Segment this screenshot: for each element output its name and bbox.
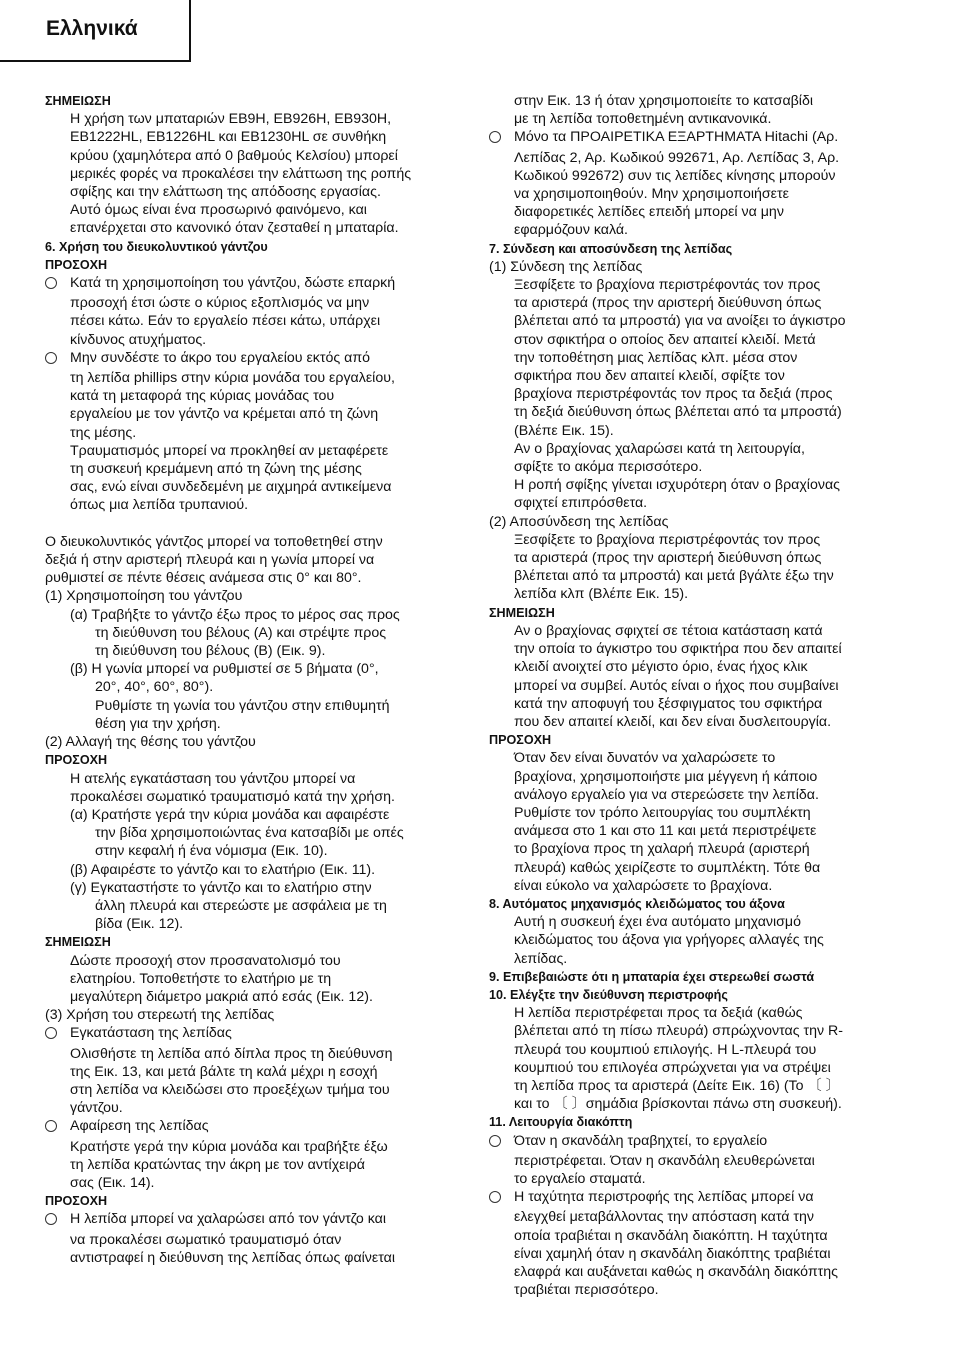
text-line: EB1222HL, EB1226HL και EB1230HL σε συνθήκη [70,129,387,146]
text-line: τα αριστερά (προς την αριστερή διεύθυνση όπως [514,295,822,312]
text-line: πλευρά) καθώς χειρίζεστε το συμπλέκτη. Τότε θα [514,859,821,876]
bullet-text: Όταν η σκανδάλη τραβηχτεί, το εργαλείο [514,1132,768,1149]
section-heading: 11. Λειτουργία διακόπτη [489,1115,633,1130]
text-line: τη δεξιά διεύθυνση όπως βλέπεται από τα μπροστά) [514,404,842,421]
text-line: οποία τραβιέται η σκανδάλη διακόπτη. Η ταχύτητα [514,1227,828,1244]
text-line: να χρησιμοποιηθούν. Μην χρησιμοποιήσετε [514,186,789,203]
bullet-circle-icon [45,1210,70,1230]
bullet-circle-icon [45,1117,70,1137]
text-line: κλειδί ανοιχτεί στο μέγιστο όριο, ένας ήχος κλικ [514,659,808,676]
text-line: Η χρήση των μπαταριών EB9H, EB926H, EB930H, [70,111,392,128]
section-heading: ΠΡΟΣΟΧΗ [45,257,108,272]
text-line: είναι χαμηλή όταν η σκανδάλη διακόπτης τραβιέται [514,1245,831,1262]
bullet-circle-icon [45,1024,70,1044]
text-line: λεπίδα κλπ (Βλέπε Εικ. 15). [514,586,689,603]
text-line: Ο διευκολυντικός γάντζος μπορεί να τοποθετηθεί στην [45,533,383,550]
text-line: αντιστραφεί η διεύθυνση της λεπίδας όπως φαίνεται [70,1249,395,1266]
text-line: βλέπεται από τη πίσω πλευρά) σπρώχνοντας την R- [514,1023,843,1040]
bullet-line [45,1117,465,1137]
text-line: τα αριστερά (προς την αριστερή διεύθυνση όπως [514,550,822,567]
text-line: το εργαλείο σταματά. [514,1170,646,1187]
text-line: (Βλέπε Εικ. 15). [514,422,614,439]
text-line: με τη λεπίδα τοποθετημένη αντικανονικά. [514,111,772,128]
bullet-line [489,1132,909,1152]
text-line: Αυτή η συσκευή έχει ένα αυτόματο μηχανισμό [514,914,801,931]
bullet-text: Μόνο τα ΠΡΟΑΙΡΕΤΙΚΑ ΕΞΑΡΤΗΜΑΤΑ Hitachi (Αρ. [514,129,839,146]
text-line: Όταν δεν είναι δυνατόν να χαλαρώσετε το [514,750,776,767]
bullet-line [489,128,909,148]
text-line: Η ροπή σφίξης γίνεται ισχυρότερη όταν ο βραχίονας [514,477,840,494]
text-line: τη λεπίδα phillips στην κύρια μονάδα του εργαλείου, [70,370,395,387]
text-line: (γ) Εγκαταστήστε το γάντζο και το ελατήριο στην [70,879,372,896]
text-line: λεπίδας. [514,950,568,967]
text-line: (α) Τραβήξτε το γάντζο έξω προς το μέρος σας προς [70,606,400,623]
text-line: την οποία το άγκιστρο του σφικτήρα που δεν απαιτεί [514,641,842,658]
text-line: (2) Αλλαγή της θέσης του γάντζου [45,734,256,751]
text-line: Δώστε προσοχή στον προσανατολισμό του [70,952,341,969]
text-line: σας, ενώ είναι συνδεδεμένη με αιχμηρά αντικείμενα [70,479,392,496]
section-heading: 6. Χρήση του διευκολυντικού γάντζου [45,239,268,254]
text-line: 20°, 40°, 60°, 80°). [95,679,214,696]
text-line: τραβιέται περισσότερο. [514,1282,659,1299]
text-line: Ρυθμίστε τη γωνία του γάντζου στην επιθυμητή [95,697,390,714]
text-line: ανάλογο εργαλείο για να στερεώσετε την λεπίδα. [514,786,819,803]
text-line: Αυτό όμως είναι ένα προσωρινό φαινόμενο, και [70,202,367,219]
text-line: (2) Αποσύνδεση της λεπίδας [489,513,669,530]
text-line: την τοποθέτηση μιας λεπίδας κλπ. μέσα στον [514,349,798,366]
text-line: προκαλέσει σωματικό τραυματισμό κατά την χρήση. [70,788,395,805]
bullet-circle-icon [489,1132,514,1152]
text-line: σφίξτε το ακόμα περισσότερο. [514,459,703,476]
text-line: θέση για την χρήση. [95,715,221,732]
text-line: εφαρμόζουν καλά. [514,222,628,239]
section-heading: ΠΡΟΣΟΧΗ [45,1194,108,1209]
bullet-text: Αφαίρεση της λεπίδας [70,1118,209,1135]
text-line: σας (Εικ. 14). [70,1174,155,1191]
section-heading: ΣΗΜΕΙΩΣΗ [45,935,111,950]
text-line: βλέπεται από τα μπροστά) και μετά βγάλτε έξω την [514,568,834,585]
bullet-text: Μην συνδέστε το άκρο του εργαλείου εκτός από [70,349,371,366]
text-line: μεγαλύτερη διάμετρο μακριά από εσάς (Εικ. 12). [70,988,373,1005]
section-heading: 7. Σύνδεση και αποσύνδεση της λεπίδας [489,241,733,256]
left-column [45,92,465,1267]
section-heading: ΣΗΜΕΙΩΣΗ [45,94,111,108]
bullet-text: Κατά τη χρησιμοποίηση του γάντζου, δώστε επαρκή [70,275,396,292]
text-line: τη συσκευή κρεμάμενη από τη ζώνη της μέσης [70,461,362,478]
section-heading: 9. Επιβεβαιώστε ότι η μπαταρία έχει στερεωθεί σωστά [489,969,815,984]
text-line: ανάμεσα στο 1 και στο 11 και μετά περιστρέψετε [514,823,817,840]
text-line: να προκαλέσει σωματικό τραυματισμό όταν [70,1231,342,1248]
text-line: (1) Χρησιμοποίηση του γάντζου [45,588,243,605]
text-line: τη διεύθυνση του βέλους (A) και στρέψτε προς [95,624,387,641]
text-line: Ρυθμίστε τον τρόπο λειτουργίας του συμπλέκτη [514,804,811,821]
text-line: ελεγχθεί μεταβάλλοντας την απόσταση κατά την [514,1209,815,1226]
language-tab [0,0,191,62]
text-line: πέσει κάτω. Εάν το εργαλείο πέσει κάτω, υπάρχει [70,313,381,330]
text-line: Ολισθήστε τη λεπίδα από δίπλα προς τη διεύθυνση [70,1045,393,1062]
text-line: Λεπίδας 2, Αρ. Κωδικού 992671, Αρ. Λεπίδας 3, Αρ. [514,149,840,166]
section-heading: 8. Αυτόματος μηχανισμός κλειδώματος του άξονα [489,896,785,911]
text-line: την βίδα χρησιμοποιώντας ένα κατσαβίδι με οπές [95,825,404,842]
bullet-circle-icon [45,349,70,369]
text-line: (β) Η γωνία μπορεί να ρυθμιστεί σε 5 βήματα (0°, [70,661,379,678]
text-line: (1) Σύνδεση της λεπίδας [489,258,643,275]
text-line: τη λεπίδα κρατώντας την άκρη με τον αντίχειρά [70,1156,365,1173]
text-line: ελατηρίου. Τοποθετήστε το ελατήριο με τη [70,970,332,987]
text-line: ρυθμιστεί σε πέντε θέσεις ανάμεσα στις 0° και 80°. [45,570,362,587]
text-line: άλλη πλευρά και στερεώστε με ασφάλεια με τη [95,897,387,914]
text-line: βραχίονα περιστρέφοντάς τον προς τα δεξιά (προς [514,386,833,403]
text-line: πλευρά του κουμπιού επιλογής. Η L-πλευρά του [514,1041,817,1058]
text-line: (α) Κρατήστε γερά την κύρια μονάδα και αφαιρέστε [70,806,390,823]
text-line: κλειδώματος του άξονα για γρήγορες αλλαγές της [514,932,824,949]
text-line: Κωδικού 992672) συν τις λεπίδες κίνησης μπορούν [514,167,836,184]
text-line: βλέπεται από τα μπροστά) για να ανοίξει το άγκιστρο [514,313,846,330]
bullet-line [45,1024,465,1044]
text-line: σφικτήρα που δεν απαιτεί κλειδί, σφίξτε τον [514,368,785,385]
text-line: σφίξης και την ελάττωση της απόδοσης εργασίας. [70,184,381,201]
text-line: γάντζου. [70,1100,123,1117]
bullet-line [489,1188,909,1208]
text-line: στην Εικ. 13 ή όταν χρησιμοποιείτε το κατσαβίδι [514,93,814,109]
text-line: κατά τη μεταφορά της κύριας μονάδας του [70,388,335,405]
text-line: στην κεφαλή ή ένα νόμισμα (Εικ. 10). [95,843,328,860]
text-line: προσοχή έτσι ώστε ο κύριος εξοπλισμός να μην [70,295,370,312]
bullet-circle-icon [45,274,70,294]
text-line: ελαφρά και αυξάνεται καθώς η σκανδάλη διακόπτης [514,1264,838,1280]
text-line: επανέρχεται στο κανονικό όταν ζεσταθεί η μπαταρία. [70,220,399,237]
text-line: είναι εύκολο να χαλαρώσετε το βραχίονα. [514,877,773,894]
bullet-text: Η λεπίδα μπορεί να χαλαρώσει από τον γάντζο και [70,1211,386,1228]
text-line: κρύου (χαμηλότερα από 0 βαθμούς Κελσίου) μπορεί [70,147,398,164]
text-line: της Εικ. 13, και μετά βάλτε τη καλά μέχρι η εσοχή [70,1063,378,1080]
bullet-line [45,349,465,369]
text-line: (3) Χρήση του στερεωτή της λεπίδας [45,1007,275,1024]
section-heading: ΣΗΜΕΙΩΣΗ [489,605,555,620]
text-line: κίνδυνος ατυχήματος. [70,331,207,348]
text-line: στον σφικτήρα ο οποίος δεν απαιτεί κλειδί. Μετά [514,331,816,348]
text-line: Ξεσφίξετε το βραχίονα περιστρέφοντάς τον προς [514,531,821,548]
text-line: κατά την απoφυγή του ξέσφιγματος του σφικτήρα [514,695,823,712]
text-line: Αν ο βραχίονας χαλαρώσει κατά τη λειτουργία, [514,440,805,457]
bullet-text: Η ταχύτητα περιστροφής της λεπίδας μπορεί να [514,1189,814,1206]
section-heading: ΠΡΟΣΟΧΗ [45,753,108,768]
text-line: διαφορετικές λεπίδες επειδή μπορεί να μην [514,204,784,221]
text-line: μερικές φορές να προκαλέσει την ελάττωση της ροπής [70,165,412,182]
text-line: Κρατήστε γερά την κύρια μονάδα και τραβήξτε έξω [70,1138,388,1155]
bullet-line [45,274,465,294]
text-line: και το 〔 〕σημάδια βρίσκονται πάνω στη συσκευή). [514,1096,842,1113]
right-column [489,92,909,1299]
text-line: μπορεί να συμβεί. Αυτός είναι ο ήχος που συμβαίνει [514,677,839,694]
text-line: (β) Αφαιρέστε το γάντζο και το ελατήριο (Εικ. 11). [70,861,376,878]
text-line: της μέσης. [70,424,137,441]
text-line: όπως μια λεπίδα τρυπανιού. [70,497,249,514]
text-line: το βραχίονα προς τη χαλαρή πλευρά (αριστερή [514,841,810,858]
paragraph-gap [45,515,465,533]
text-line: βίδα (Εικ. 12). [95,916,184,933]
bullet-circle-icon [489,1188,514,1208]
section-heading: 10. Ελέγξτε την διεύθυνση περιστροφής [489,987,728,1002]
text-line: εργαλείου με τον γάντζο να κρέμεται από τη ζώνη [70,406,379,423]
text-line: Η ατελής εγκατάσταση του γάντζου μπορεί να [70,770,356,787]
text-line: σφιχτεί επιπρόσθετα. [514,495,648,512]
text-line: Αν ο βραχίονας σφιχτεί σε τέτοια κατάσταση κατά [514,622,823,639]
text-line: στη λεπίδα να κλειδώσει στο προεξέχων τμήμα του [70,1081,390,1098]
text-line: που δεν απαιτεί κλειδί, και δεν είναι δυσλειτουργία. [514,713,832,730]
text-line: Τραυματισμός μπορεί να προκληθεί αν μεταφέρετε [70,442,389,459]
text-line: Ξεσφίξετε το βραχίονα περιστρέφοντάς τον προς [514,277,821,294]
text-line: Η λεπίδα περιστρέφεται προς τα δεξιά (καθώς [514,1005,803,1022]
section-heading: ΠΡΟΣΟΧΗ [489,733,552,748]
text-line: κουμπιού του επιλογέα σπρώχνεται για να στρέψει [514,1059,831,1076]
text-line: τη διεύθυνση του βέλους (B) (Εικ. 9). [95,643,326,660]
text-line: περιστρέφεται. Όταν η σκανδάλη ελευθερώνεται [514,1152,815,1169]
language-tab-label: Ελληνικά [46,17,138,40]
bullet-circle-icon [489,128,514,148]
bullet-text: Εγκατάσταση της λεπίδας [70,1025,232,1042]
bullet-line [45,1210,465,1230]
text-line: δεξιά ή στην αριστερή πλευρά και η γωνία μπορεί να [45,552,375,569]
text-line: τη λεπίδα προς τα αριστερά (Δείτε Εικ. 16) (Το 〔 〕 [514,1077,840,1094]
text-line: βραχίονα, χρησιμοποιήστε μια μέγγενη ή κάποιο [514,768,818,785]
